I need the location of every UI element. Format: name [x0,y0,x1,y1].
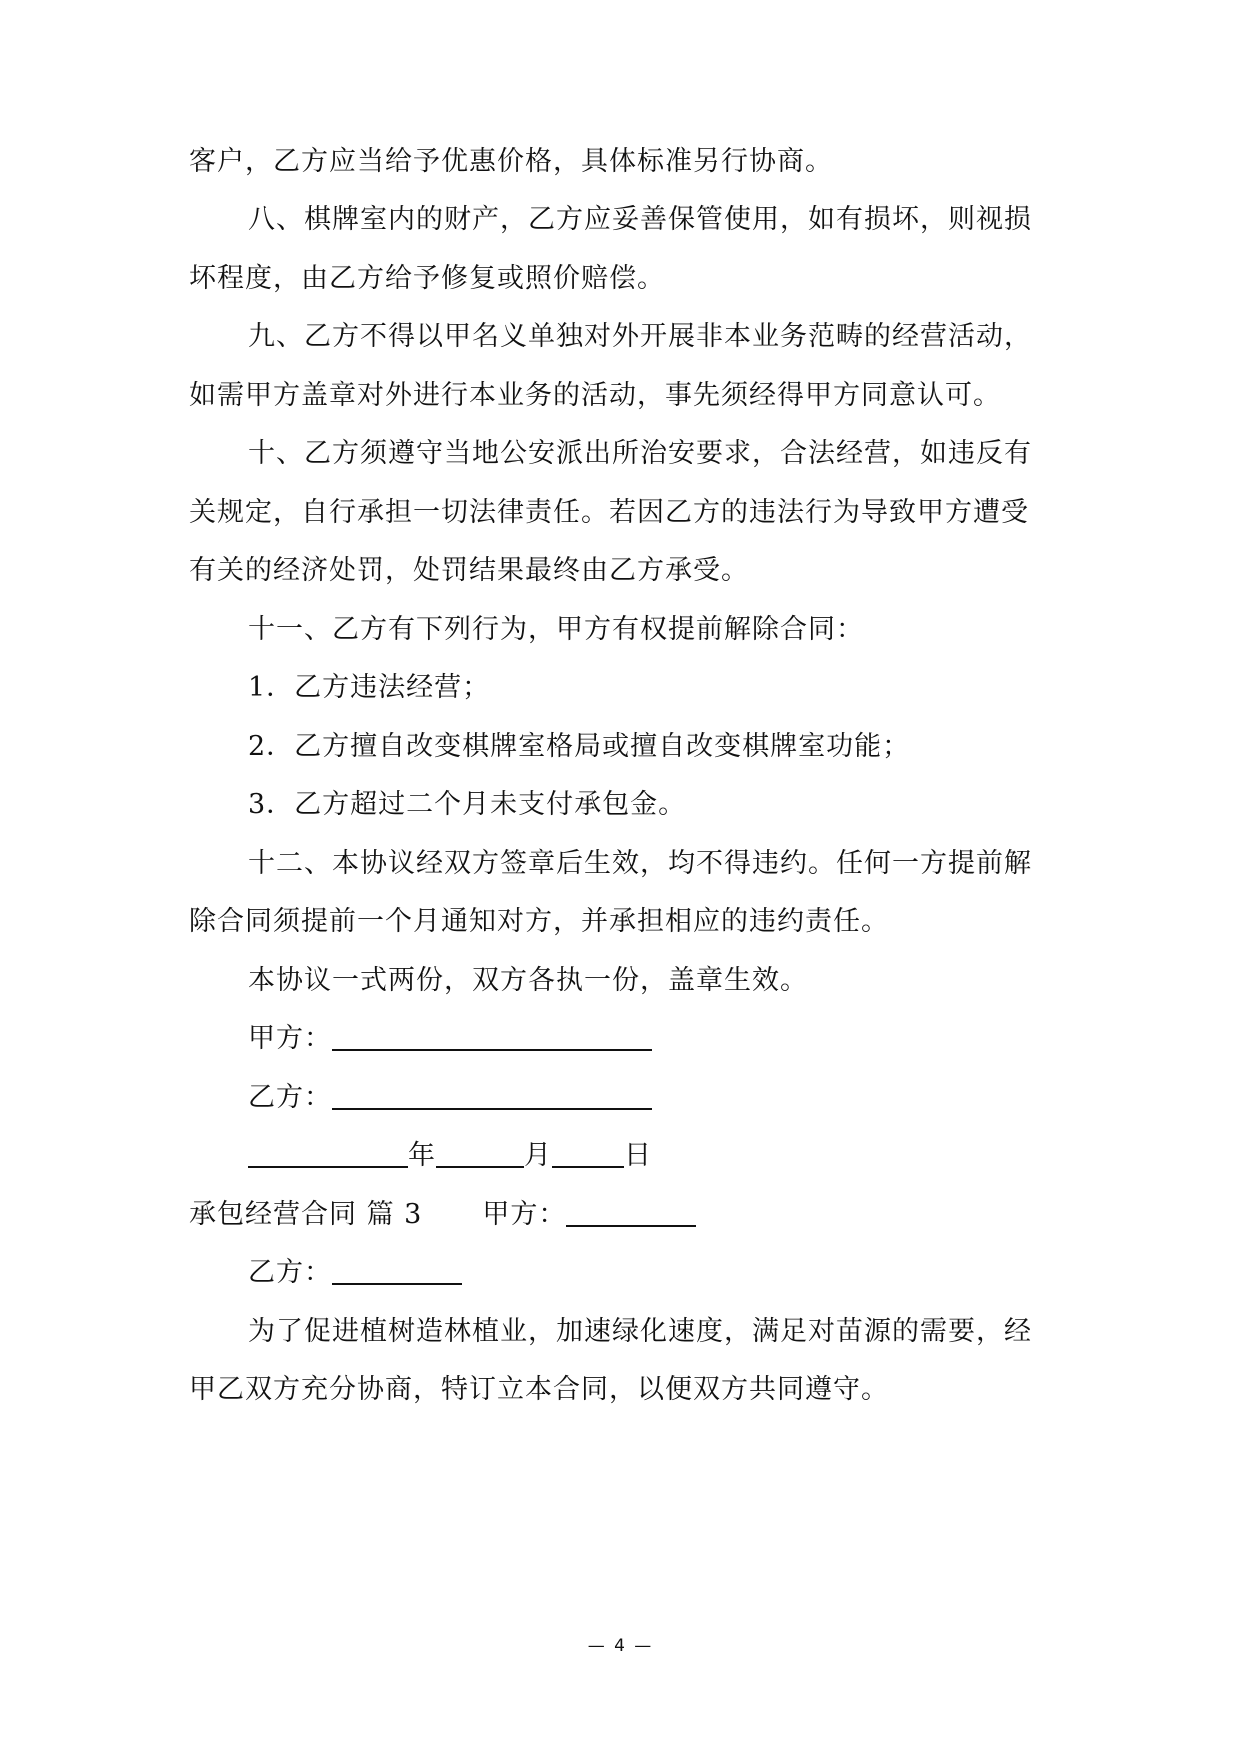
month-label: 月 [524,1140,552,1171]
party-b-blank [332,1082,652,1110]
section-3-title: 承包经营合同 篇 3 [189,1199,423,1230]
year-label: 年 [408,1140,436,1171]
preamble-line-1: 为了促进植树造林植业，加速绿化速度，满足对苗源的需要，经 [248,1316,1032,1347]
section-3-party-b-row [248,1256,1118,1290]
party-b-label: 乙方： [248,1082,332,1113]
clause-10-line-3: 有关的经济处罚，处罚结果最终由乙方承受。 [189,555,749,586]
clause-12-line-2: 除合同须提前一个月通知对方，并承担相应的违约责任。 [189,906,889,937]
date-row [248,1139,1118,1173]
clause-11-item-1: 1．乙方违法经营； [248,672,491,703]
party-a-signature-row [248,1022,1118,1056]
clause-10-line-2: 关规定，自行承担一切法律责任。若因乙方的违法行为导致甲方遭受 [189,497,1029,528]
day-label: 日 [624,1140,652,1171]
paragraph-line: 客户，乙方应当给予优惠价格，具体标准另行协商。 [189,146,833,177]
copies-statement: 本协议一式两份，双方各执一份，盖章生效。 [248,965,808,996]
clause-11-item-2: 2．乙方擅自改变棋牌室格局或擅自改变棋牌室功能； [248,731,911,762]
section-3-party-a-blank [566,1199,696,1227]
clause-8-line-1: 八、棋牌室内的财产，乙方应妥善保管使用，如有损坏，则视损 [248,204,1032,235]
clause-12-line-1: 十二、本协议经双方签章后生效，均不得违约。任何一方提前解 [248,848,1032,879]
party-a-blank [332,1023,652,1051]
clause-11-item-3: 3．乙方超过二个月未支付承包金。 [248,789,687,820]
party-a-label: 甲方： [248,1023,332,1054]
day-blank [552,1140,624,1168]
month-blank [436,1140,524,1168]
section-3-party-b-label: 乙方： [248,1257,332,1288]
party-b-signature-row [248,1081,1118,1115]
section-3-party-a-label: 甲方： [482,1199,567,1230]
section-3-party-b-blank [332,1257,462,1285]
clause-9-line-2: 如需甲方盖章对外进行本业务的活动，事先须经得甲方同意认可。 [189,380,1001,411]
preamble-line-2: 甲乙双方充分协商，特订立本合同，以便双方共同遵守。 [189,1374,889,1405]
clause-11-heading: 十一、乙方有下列行为，甲方有权提前解除合同： [248,614,864,645]
section-3-header-row [189,1198,1059,1232]
clause-10-line-1: 十、乙方须遵守当地公安派出所治安要求，合法经营，如违反有 [248,438,1032,469]
year-blank [248,1140,408,1168]
clause-9-line-1: 九、乙方不得以甲名义单独对外开展非本业务范畴的经营活动， [248,321,1032,352]
clause-8-line-2: 坏程度，由乙方给予修复或照价赔偿。 [189,263,665,294]
page-number: — 4 — [587,1636,654,1656]
